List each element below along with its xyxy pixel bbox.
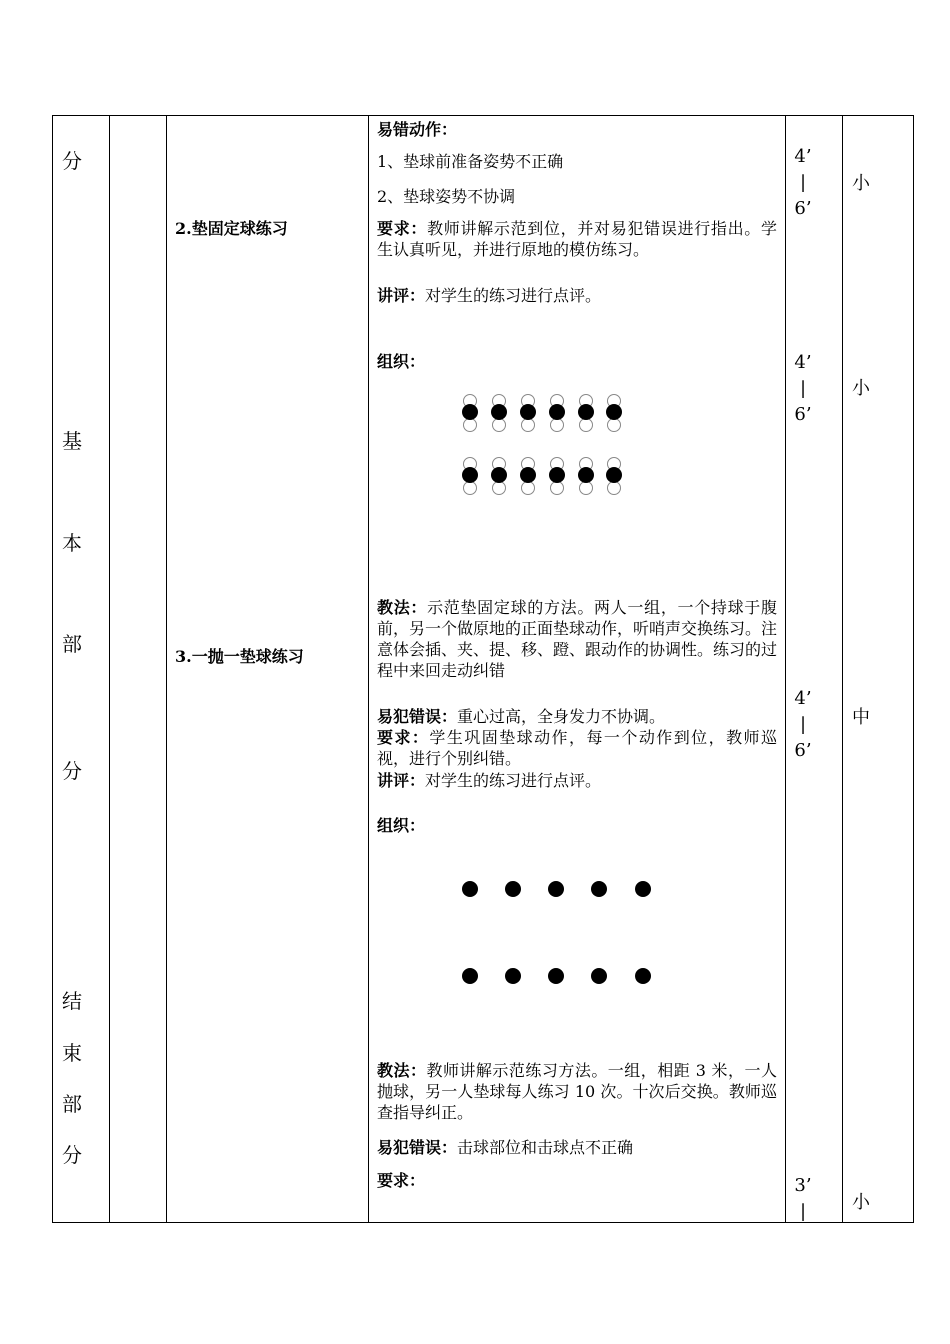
player-dot	[462, 881, 478, 897]
player-dot	[548, 968, 564, 984]
error-action-line: 2、垫球姿势不协调	[377, 187, 516, 206]
player-dot	[520, 467, 536, 483]
column-divider	[109, 115, 110, 1223]
player-dot	[635, 968, 651, 984]
section-char: 部	[62, 1092, 82, 1116]
player-dot	[635, 881, 651, 897]
comment-paragraph: 讲评：对学生的练习进行点评。	[377, 286, 602, 305]
section-char: 分	[62, 1143, 82, 1167]
player-dot	[505, 968, 521, 984]
exercise-load: 小	[852, 1192, 870, 1213]
column-divider	[785, 115, 786, 1223]
time-allocation: 4’ | 6’	[794, 688, 812, 761]
section-char: 基	[62, 429, 82, 453]
method-paragraph: 教法：示范垫固定球的方法。两人一组，一个持球于腹前，另一个做原地的正面垫球动作，听哨声交换练习。注意体会插、夹、提、移、蹬、跟动作的协调性。练习的过程中来回走动纠错	[377, 598, 778, 680]
error-actions-heading: 易错动作：	[377, 120, 458, 139]
error-action-line: 1、垫球前准备姿势不正确	[377, 152, 564, 171]
player-dot	[549, 467, 565, 483]
organization-label: 组织：	[377, 352, 426, 371]
item-title: 2.垫固定球练习	[175, 219, 288, 238]
common-error-paragraph: 易犯错误：击球部位和击球点不正确	[377, 1138, 634, 1157]
player-dot	[548, 881, 564, 897]
requirement-label: 要求：	[377, 1171, 426, 1190]
section-char: 结	[62, 989, 82, 1013]
section-char: 分	[62, 149, 82, 173]
player-dot	[462, 404, 478, 420]
column-divider	[166, 115, 167, 1223]
column-divider	[842, 115, 843, 1223]
player-dot	[591, 881, 607, 897]
player-dot	[606, 404, 622, 420]
column-divider	[368, 115, 369, 1223]
time-allocation: 4’ | 6’	[794, 352, 812, 425]
organization-label: 组织：	[377, 816, 426, 835]
section-char: 部	[62, 632, 82, 656]
section-char: 本	[62, 531, 82, 555]
exercise-load: 中	[852, 707, 870, 728]
player-dot	[549, 404, 565, 420]
requirement-paragraph: 要求：教师讲解示范到位，并对易犯错误进行指出。学生认真听见，并进行原地的模仿练习。	[377, 219, 777, 259]
item-title: 3.一抛一垫球练习	[175, 647, 304, 666]
player-dot	[591, 968, 607, 984]
common-error-paragraph: 易犯错误：重心过高，全身发力不协调。	[377, 707, 666, 726]
player-dot	[505, 881, 521, 897]
section-char: 分	[62, 759, 82, 783]
player-dot	[520, 404, 536, 420]
player-dot	[462, 968, 478, 984]
player-dot	[578, 467, 594, 483]
method-paragraph: 教法：教师讲解示范练习方法。一组，相距 3 米，一人抛球，另一人垫球每人练习 10 次。十次后交换。教师巡查指导纠正。	[377, 1061, 777, 1122]
player-dot	[491, 467, 507, 483]
player-dot	[491, 404, 507, 420]
section-char: 束	[62, 1041, 82, 1065]
player-dot	[606, 467, 622, 483]
player-dot	[462, 467, 478, 483]
exercise-load: 小	[852, 378, 870, 399]
time-allocation: 3’ |	[794, 1175, 812, 1222]
comment-paragraph: 讲评：对学生的练习进行点评。	[377, 771, 602, 790]
time-allocation: 4’ | 6’	[794, 146, 812, 219]
exercise-load: 小	[852, 173, 870, 194]
requirement-paragraph: 要求：学生巩固垫球动作，每一个动作到位，教师巡视，进行个别纠错。	[377, 728, 777, 768]
player-dot	[578, 404, 594, 420]
